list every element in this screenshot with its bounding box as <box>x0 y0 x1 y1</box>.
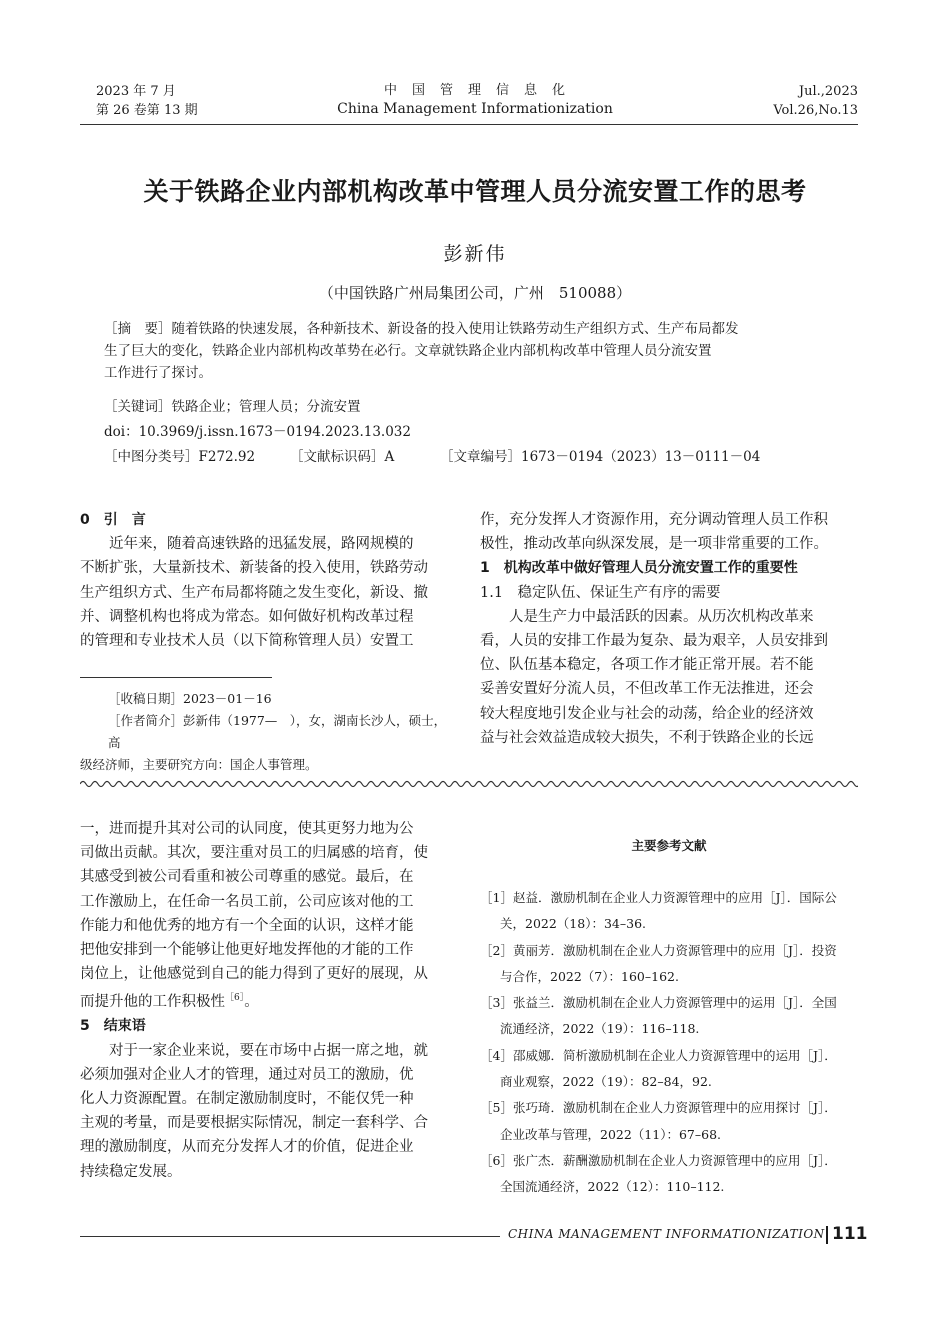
abstract-line: 生了巨大的变化，铁路企业内部机构改革势在必行。文章就铁路企业内部机构改革中管理人员分流安置 <box>104 343 712 359</box>
ref-line: 企业改革与管理，2022（11）：67–68. <box>500 1126 722 1142</box>
text-line: 生产组织方式、生产布局都将随之发生变化，新设、撤 <box>80 584 428 601</box>
author-bio: ［作者简介］彭新伟（1977— ），女，湖南长沙人，硕士，高 <box>108 713 447 750</box>
clc-number: ［中图分类号］F272.92 <box>104 449 256 465</box>
subsection-heading: 1.1 稳定队伍、保证生产有序的需要 <box>480 584 721 601</box>
header-date: 2023 年 7 月 <box>96 84 176 99</box>
footer-journal: CHINA MANAGEMENT INFORMATIONIZATION <box>508 1227 825 1241</box>
text-line: 位、队伍基本稳定，各项工作才能正常开展。若不能 <box>480 657 814 674</box>
journal-name-en: China Management Informationization <box>337 101 613 117</box>
text-line: 较大程度地引发企业与社会的动荡，给企业的经济效 <box>480 705 814 722</box>
reference-item <box>480 1148 860 1201</box>
doi: doi：10.3969/j.issn.1673－0194.2023.13.032 <box>104 424 411 440</box>
keywords: ［关键词］铁路企业；管理人员；分流安置 <box>104 399 361 415</box>
text-line: 的管理和专业技术人员（以下简称管理人员）安置工 <box>80 633 414 650</box>
article-number: ［文章编号］1673－0194（2023）13－0111－04 <box>440 449 761 465</box>
ref-line: 流通经济，2022（19）：116–118. <box>500 1021 700 1037</box>
ref-line: ［2］黄丽芳．激励机制在企业人力资源管理中的应用［J］．投资 <box>480 942 837 958</box>
text-line: 看，人员的安排工作最为复杂、最为艰辛，人员安排到 <box>480 633 828 650</box>
journal-name-cn: 中 国 管 理 信 息 化 <box>383 83 566 98</box>
text-line: 近年来，随着高速铁路的迅猛发展，路网规模的 <box>109 536 414 553</box>
header-right <box>773 82 858 120</box>
footnote-rule <box>80 677 272 678</box>
text-line: 把他安排到一个能够让他更好地发挥他的才能的工作 <box>80 942 414 959</box>
text-line: 主观的考量，而是要根据实际情况，制定一套科学、合 <box>80 1115 428 1132</box>
conclusion-section <box>80 817 458 1184</box>
article-author: 彭新伟 <box>443 243 507 265</box>
text-line: 理的激励制度，从而充分发挥人才的价值，促进企业 <box>80 1139 414 1156</box>
header-rule <box>80 124 858 125</box>
text-line: 人是生产力中最活跃的因素。从历次机构改革来 <box>509 608 814 625</box>
intro-section <box>80 508 458 653</box>
text-span: 而提升他的工作积极性 <box>80 994 225 1011</box>
text-line: 妥善安置好分流人员，不但改革工作无法推进，还会 <box>480 681 814 698</box>
header-center <box>300 82 650 118</box>
author-bio-cont: 级经济师，主要研究方向：国企人事管理。 <box>80 757 318 772</box>
author-affiliation: （中国铁路广州局集团公司，广州 510088） <box>318 284 632 302</box>
reference-item <box>480 885 860 938</box>
footnotes <box>80 688 458 776</box>
reference-item <box>480 938 860 991</box>
wavy-page-break <box>80 778 858 790</box>
ref-line: 与合作，2022（7）：160–162. <box>500 968 679 984</box>
section-heading: 1 机构改革中做好管理人员分流安置工作的重要性 <box>480 560 798 577</box>
ref-line: 全国流通经济，2022（12）：110–112. <box>500 1179 725 1195</box>
ref-line: ［5］张巧琦．激励机制在企业人力资源管理中的应用探讨［J］． <box>480 1100 837 1116</box>
text-line: 对于一家企业来说，要在市场中占据一席之地，就 <box>109 1042 428 1059</box>
received-date: ［收稿日期］2023－01－16 <box>108 691 272 706</box>
header-issue: 第 26 卷第 13 期 <box>96 103 198 118</box>
ref-line: ［1］赵益．激励机制在企业人力资源管理中的应用［J］．国际公 <box>480 890 837 905</box>
reference-item <box>480 1043 860 1096</box>
page-number: 111 <box>832 1224 868 1244</box>
text-span: 。 <box>244 994 259 1011</box>
header-issue-en: Vol.26,No.13 <box>773 103 858 118</box>
article-title: 关于铁路企业内部机构改革中管理人员分流安置工作的思考 <box>143 177 807 206</box>
text-line <box>80 986 458 1014</box>
reference-item <box>480 1095 860 1148</box>
text-line: 必须加强对企业人才的管理，通过对员工的激励，优 <box>80 1066 414 1083</box>
text-line: 持续稳定发展。 <box>80 1163 182 1180</box>
section-heading: 0 引 言 <box>80 512 146 528</box>
section-1 <box>480 508 858 750</box>
header-date-en: Jul.,2023 <box>798 84 858 99</box>
section-heading: 5 结束语 <box>80 1018 146 1035</box>
ref-line: ［4］邵威娜．简析激励机制在企业人力资源管理中的运用［J］． <box>480 1047 837 1063</box>
references-list <box>480 885 860 1201</box>
footer-rule <box>80 1236 500 1237</box>
text-line: 并、调整机构也将成为常态。如何做好机构改革过程 <box>80 608 414 625</box>
text-line: 极性，推动改革向纵深发展，是一项非常重要的工作。 <box>480 536 828 553</box>
text-line: 化人力资源配置。在制定激励制度时，不能仅凭一种 <box>80 1091 414 1108</box>
header-left <box>96 82 198 120</box>
text-line: 一，进而提升其对公司的认同度，使其更努力地为公 <box>80 821 414 837</box>
text-line: 益与社会效益造成较大损失，不利于铁路企业的长远 <box>480 729 814 746</box>
abstract-line: ［摘 要］随着铁路的快速发展，各种新技术、新设备的投入使用让铁路劳动生产组织方式、生产布局都发 <box>104 321 739 337</box>
text-line: 工作激励上，在任命一名员工前，公司应该对他的工 <box>80 893 414 910</box>
abstract <box>104 318 844 384</box>
text-line: 不断扩张，大量新技术、新装备的投入使用，铁路劳动 <box>80 560 428 577</box>
ref-line: 商业观察，2022（19）：82–84，92. <box>500 1074 712 1090</box>
references-heading: 主要参考文献 <box>631 838 707 853</box>
text-line: 司做出贡献。其次，要注重对员工的归属感的培育，使 <box>80 845 428 862</box>
text-line: 作能力和他优秀的地方有一个全面的认识，这样才能 <box>80 917 414 934</box>
text-line: 作，充分发挥人才资源作用，充分调动管理人员工作积 <box>480 512 828 528</box>
ref-line: 关，2022（18）：34–36. <box>500 916 647 932</box>
text-line: 其感受到被公司看重和被公司尊重的感觉。最后，在 <box>80 869 414 886</box>
text-line: 岗位上，让他感觉到自己的能力得到了更好的展现，从 <box>80 966 428 983</box>
ref-line: ［3］张益兰．激励机制在企业人力资源管理中的运用［J］．全国 <box>480 995 837 1011</box>
footer-separator <box>826 1226 828 1244</box>
ref-line: ［6］张广杰．薪酬激励机制在企业人力资源管理中的应用［J］． <box>480 1152 837 1168</box>
document-code: ［文献标识码］A <box>290 449 395 465</box>
reference-item <box>480 990 860 1043</box>
abstract-line: 工作进行了探讨。 <box>104 365 212 381</box>
citation-6[interactable]: ［6］ <box>225 993 245 1004</box>
